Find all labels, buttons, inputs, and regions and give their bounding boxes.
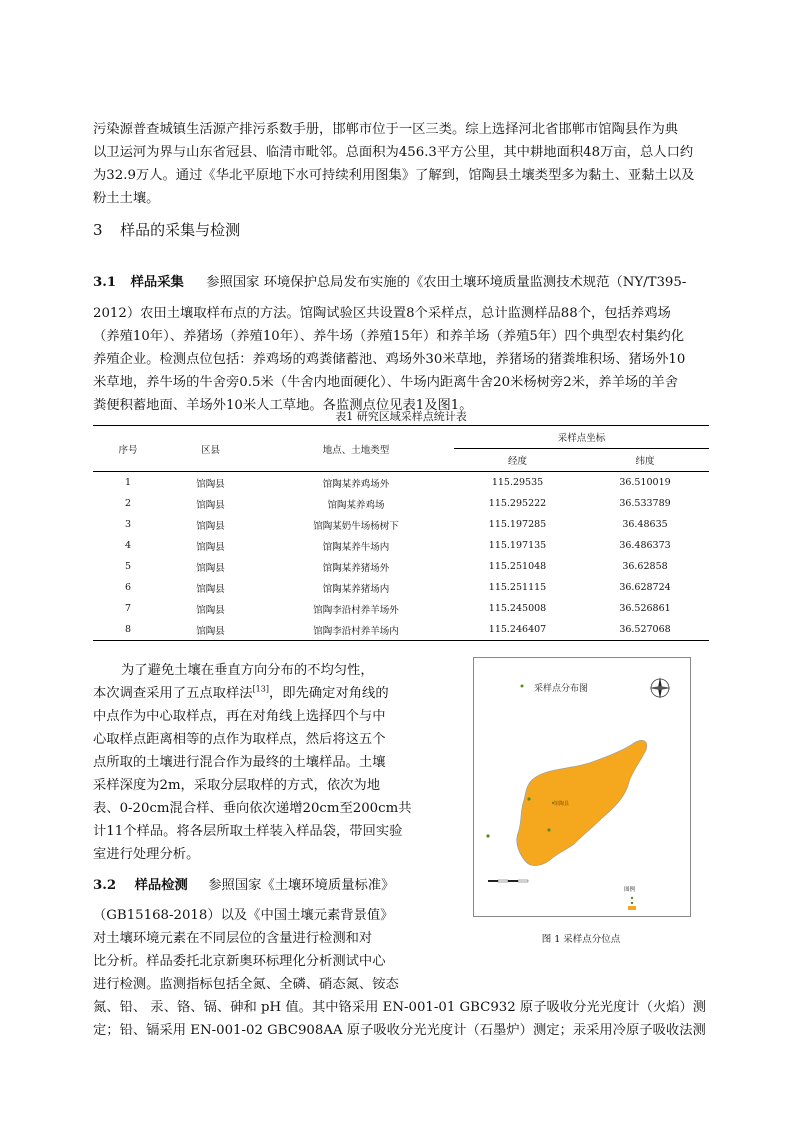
subsection-31-text-1: 2012）农田土壤取样布点的方法。馆陶试验区共设置8个采样点，总计监测样品88个，包括养鸡场	[93, 306, 671, 321]
cell-lon: 115.197285	[488, 519, 547, 530]
cell-lon: 115.197135	[488, 540, 547, 551]
left-col-line-4: 心取样点距离相等的点作为取样点，然后将这五个	[93, 732, 386, 747]
cell-lat: 36.533789	[619, 498, 671, 509]
subsection-32-first-line	[93, 874, 394, 893]
cell-no: 7	[124, 603, 132, 614]
legend-title: 图例	[624, 887, 636, 893]
table-row	[93, 556, 709, 577]
map-point-pig	[527, 797, 530, 800]
cell-site: 馆陶某养猪场外	[322, 562, 390, 574]
cell-no: 6	[124, 582, 132, 593]
cell-no: 8	[93, 619, 163, 641]
section-title: 样品的采集与检测	[120, 221, 241, 239]
cell-site: 馆陶某养鸡场外	[322, 478, 390, 490]
map-point-cattle	[486, 834, 489, 837]
cell-lon: 115.29535	[491, 477, 544, 488]
header-site: 地点、土地类型	[258, 426, 454, 472]
left-col-line-9: 室进行处理分析。	[93, 847, 200, 862]
cell-lat: 36.510019	[619, 477, 671, 488]
left-col-line-1: 为了避免土壤在垂直方向分布的不均匀性，	[121, 663, 374, 678]
cell-county: 馆陶县	[196, 520, 225, 532]
subsection-32-text-4: 进行检测。监测指标包括全氮、全磷、硝态氮、铵态	[93, 977, 399, 992]
cell-county: 馆陶县	[196, 499, 225, 511]
map-title: 采样点分布图	[534, 684, 589, 694]
subsection-32-text-2: 对土壤环境元素在不同层位的含量进行检测和对	[93, 931, 373, 946]
cell-no: 4	[124, 540, 132, 551]
map-point-sheep	[547, 828, 550, 831]
cell-site: 馆陶某养牛场内	[322, 541, 390, 553]
subsection-32-number: 3.2	[93, 878, 117, 893]
cell-site: 馆陶某养鸡场	[327, 499, 385, 511]
cell-county: 馆陶县	[196, 583, 225, 595]
bottom-line-2: 定；铅、镉采用 EN-001-02 GBC908AA 原子吸收分光光度计（石墨炉）测定；汞采用冷原子吸收法测	[93, 1023, 706, 1038]
cell-lat: 36.628724	[619, 582, 671, 593]
header-county: 区县	[163, 426, 258, 472]
left-col-line-2a: 本次调查采用了五点取样法	[93, 686, 253, 701]
header-no: 序号	[93, 426, 163, 472]
county-region	[517, 740, 647, 865]
cell-county: 馆陶县	[196, 604, 225, 616]
scale-bar	[488, 880, 528, 882]
cell-county: 馆陶县	[196, 541, 225, 553]
cell-lon: 115.246407	[454, 619, 581, 641]
subsection-31-text-3: 养殖企业。检测点位包括：养鸡场的鸡粪储蓄池、鸡场外30米草地，养猪场的猪粪堆积场、猪场外10	[93, 352, 686, 367]
cell-county: 馆陶县	[196, 478, 225, 490]
cell-lon: 115.251115	[488, 582, 547, 593]
bottom-line-1: 氮、铅、 汞、铬、镉、砷和 pH 值。其中铬采用 EN-001-01 GBC932 原子吸收分光光度计（火焰）测	[93, 1000, 707, 1015]
left-col-line-3: 中点作为中心取样点，再在对角线上选择四个与中	[93, 709, 386, 724]
left-col-line-2	[93, 682, 389, 701]
header-lat: 纬度	[581, 449, 709, 472]
cell-lat: 36.48635	[622, 519, 668, 530]
figure-map	[473, 657, 691, 917]
table-row	[93, 514, 709, 535]
header-lon: 经度	[454, 449, 581, 472]
cell-lat: 36.526861	[619, 603, 671, 614]
subsection-31-number: 3.1	[93, 275, 117, 290]
table-row	[93, 472, 709, 494]
subsection-31-text-5: 粪便积蓄地面、羊场外10米人工草地。各监测点位见表1及图1。	[93, 398, 473, 413]
left-col-line-8: 计11个样品。将各层所取土样装入样品袋，带回实验	[93, 824, 403, 839]
map-svg	[474, 658, 690, 916]
intro-line-3: 为32.9万人。通过《华北平原地下水可持续利用图集》了解到，馆陶县土壤类型多为黏土、亚黏土以及	[93, 168, 695, 183]
map-point-north	[521, 685, 524, 688]
town-label: 馆陶县	[554, 801, 570, 807]
subsection-32-text-0: 参照国家《土壤环境质量标准》	[208, 878, 395, 893]
section-heading	[93, 219, 240, 240]
cell-lat: 36.527068	[581, 619, 709, 641]
table-row	[93, 619, 709, 641]
cell-no: 2	[124, 498, 132, 509]
cell-lon: 115.295222	[488, 498, 547, 509]
cell-lon: 115.251048	[488, 561, 547, 572]
left-col-line-5: 点所取的土壤进行混合作为最终的土壤样品。土壤	[93, 755, 386, 770]
cell-site: 馆陶某奶牛场杨树下	[313, 520, 399, 532]
figure-caption: 图 1 采样点分位点	[541, 934, 621, 945]
subsection-31-text-4: 米草地，养牛场的牛舍旁0.5米（牛舍内地面硬化）、牛场内距离牛舍20米杨树旁2米，养羊场的羊舍	[93, 375, 679, 390]
citation-13: [13]	[252, 684, 269, 694]
table-caption: 表1 研究区域采样点统计表	[335, 410, 467, 423]
subsection-31-first-line	[93, 271, 686, 290]
left-col-line-2b: ，即先确定对角线的	[268, 686, 389, 701]
sampling-table	[93, 425, 709, 641]
table-row	[93, 535, 709, 556]
cell-lon: 115.245008	[488, 603, 547, 614]
subsection-32-title: 样品检测	[134, 878, 188, 893]
table-row	[93, 598, 709, 619]
subsection-31-text-0: 参照国家 环境保护总局发布实施的《农田土壤环境质量监测技术规范（NY/T395-	[206, 275, 687, 290]
table-row	[93, 493, 709, 514]
cell-no: 3	[124, 519, 132, 530]
cell-site: 馆陶某养猪场内	[322, 583, 390, 595]
cell-no: 1	[124, 477, 132, 488]
cell-county: 馆陶县	[196, 562, 225, 574]
left-col-line-7: 表、0-20cm混合样、垂向依次递增20cm至200cm共	[93, 801, 412, 816]
intro-line-1: 污染源普查城镇生活源产排污系数手册，邯郸市位于一区三类。综上选择河北省邯郸市馆陶县作为典	[93, 122, 679, 137]
subsection-31-text-2: （养殖10年）、养猪场（养殖10年）、养牛场（养殖15年）和养羊场（养殖5年）四个典型农村集约化	[93, 329, 685, 344]
cell-lat: 36.486373	[619, 540, 671, 551]
intro-line-2: 以卫运河为界与山东省冠县、临清市毗邻。总面积为456.3平方公里，其中耕地面积48万亩，总人口约	[93, 145, 694, 160]
subsection-31-title: 样品采集	[130, 275, 184, 290]
section-number: 3	[93, 221, 103, 239]
map-legend	[624, 885, 636, 910]
cell-no: 5	[124, 561, 132, 572]
intro-line-4: 粉土土壤。	[93, 191, 160, 206]
table-row	[93, 577, 709, 598]
subsection-32-text-3: 比分析。样品委托北京新奥环标理化分析测试中心	[93, 954, 386, 969]
left-col-line-6: 采样深度为2m，采取分层取样的方式，依次为地	[93, 778, 381, 793]
cell-site: 馆陶李沿村养羊场外	[313, 604, 399, 616]
table-container	[93, 425, 709, 641]
cell-county: 馆陶县	[163, 619, 258, 641]
cell-site: 馆陶李沿村养羊场内	[258, 619, 454, 641]
subsection-32-text-1: （GB15168-2018）以及《中国土壤元素背景值》	[93, 908, 394, 923]
header-coords: 采样点坐标	[454, 426, 709, 449]
compass-icon	[649, 677, 671, 699]
cell-lat: 36.62858	[622, 561, 668, 572]
